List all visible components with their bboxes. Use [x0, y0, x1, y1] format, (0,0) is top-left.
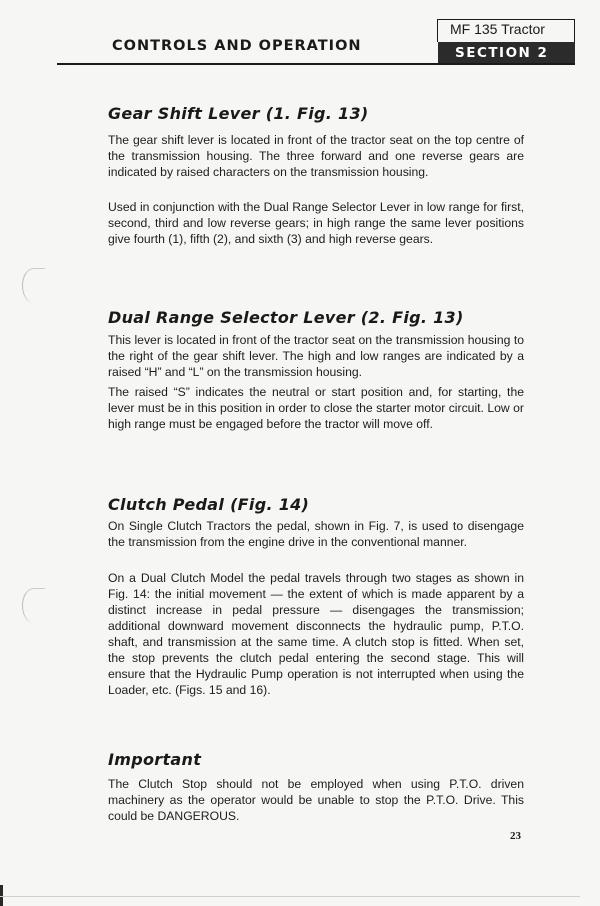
paragraph: On a Dual Clutch Model the pedal travels through two stages as shown in Fig. 14: the initial movement — the extent of which is made apparent by a distinct increase in pedal pressure — disengages the transmission; additional downward movement disconnects the hydraulic pump, P.T.O. shaft, and transmission at the same time. A clutch stop is fitted. When set, the stop prevents the clutch pedal entering the second stage. This will ensure that the Hydraulic Pump operation is not interrupted when using the Loader, etc. (Figs. 15 and 16). — [108, 571, 524, 697]
section-heading: Clutch Pedal (Fig. 14) — [108, 495, 310, 514]
paragraph: The raised “S” indicates the neutral or start position and, for starting, the lever must be in this position in order to close the starter motor circuit. Low or high range must be engaged before the tractor will move off. — [108, 385, 524, 431]
section-tab: SECTION 2 — [438, 42, 575, 64]
punch-hole-mark — [22, 588, 45, 623]
paragraph: The Clutch Stop should not be employed when using P.T.O. driven machinery as the operator would be unable to stop the P.T.O. Drive. This could be DANGEROUS. — [108, 777, 524, 823]
model-label: MF 135 Tractor — [450, 21, 545, 37]
paragraph: The gear shift lever is located in front of the tractor seat on the top centre of the transmission housing. The three forward and one reverse gears are indicated by raised characters on the transmission housing. — [108, 133, 524, 179]
page-number: 23 — [510, 830, 521, 842]
punch-hole-mark — [22, 268, 45, 303]
paragraph: On Single Clutch Tractors the pedal, shown in Fig. 7, is used to disengage the transmission from the engine drive in the conventional manner. — [108, 519, 524, 549]
section-heading: Dual Range Selector Lever (2. Fig. 13) — [108, 308, 464, 327]
section-heading: Important — [108, 750, 202, 769]
header-rule — [57, 63, 575, 65]
header-title: CONTROLS AND OPERATION — [112, 38, 362, 54]
paragraph: Used in conjunction with the Dual Range Selector Lever in low range for first, second, third and low reverse gears; in high range the same lever positions give fourth (1), fifth (2), and sixth (3) and high reverse gears. — [108, 200, 524, 246]
paragraph: This lever is located in front of the tractor seat on the transmission housing to the right of the gear shift lever. The high and low ranges are indicated by a raised “H” and “L” on the transmission housing. — [108, 333, 524, 379]
section-heading: Gear Shift Lever (1. Fig. 13) — [108, 104, 369, 123]
page-edge-line — [0, 896, 580, 897]
